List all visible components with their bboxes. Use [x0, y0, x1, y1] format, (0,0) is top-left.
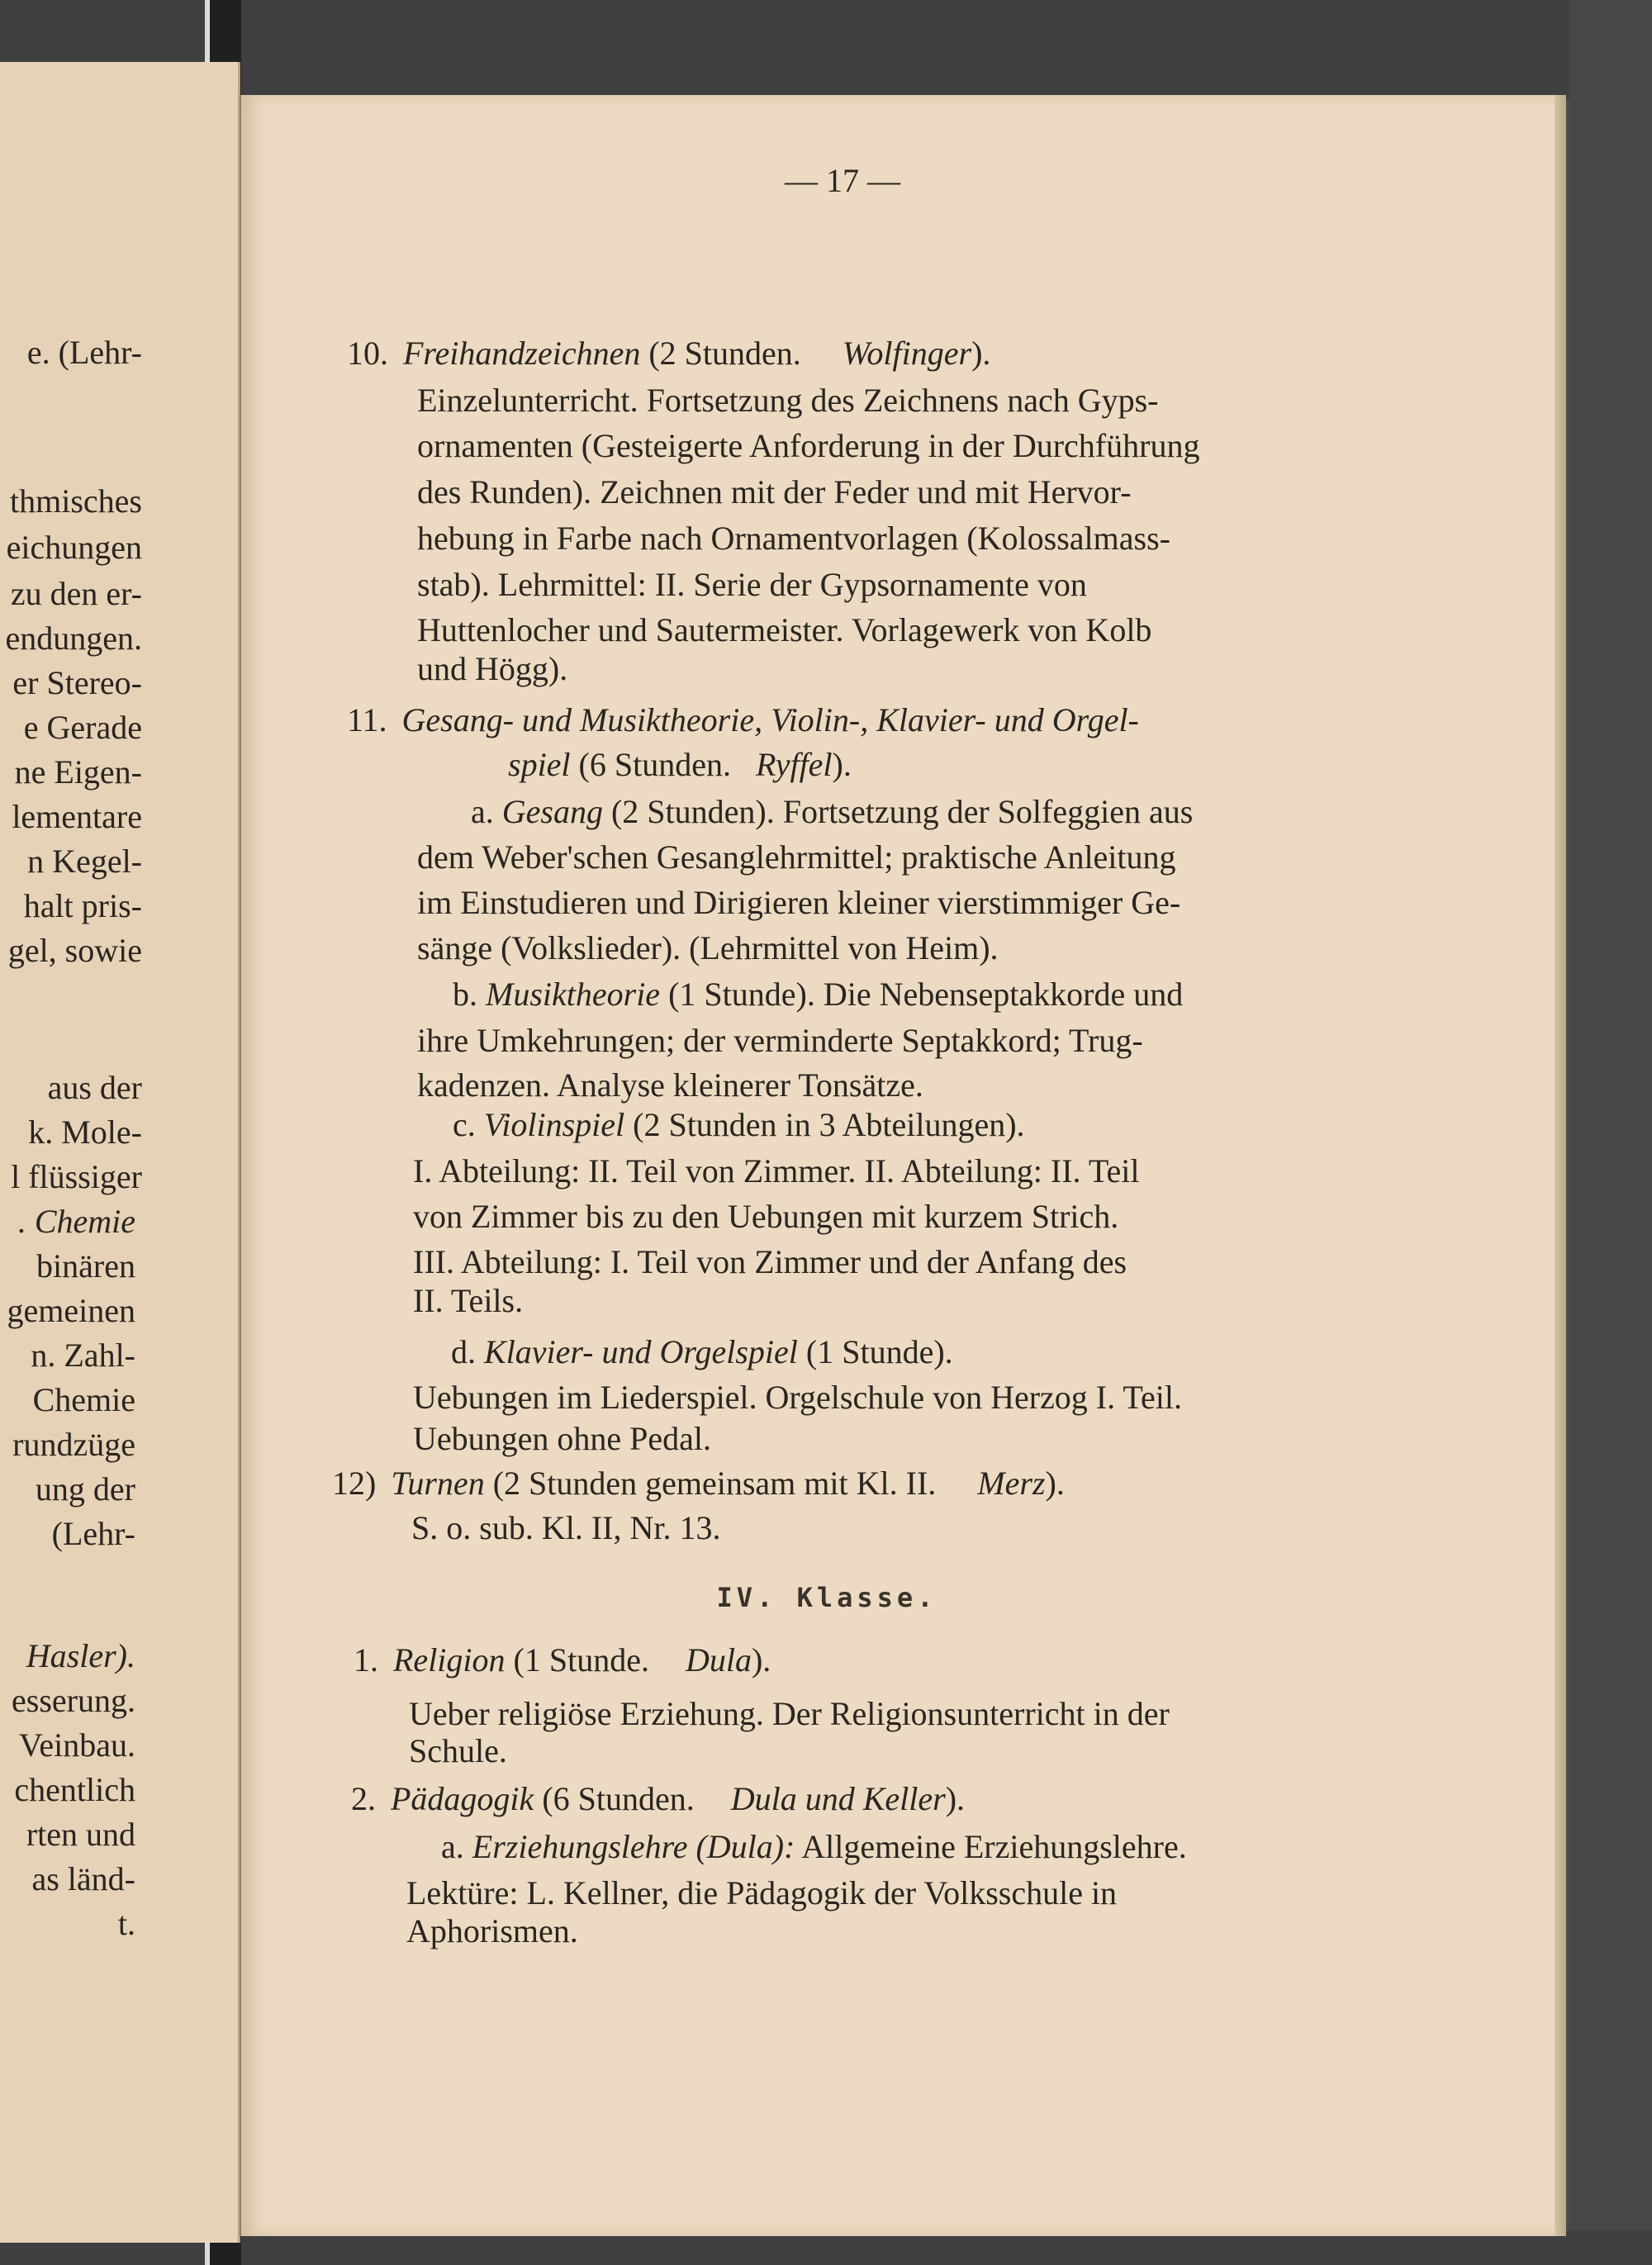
left-page-fragment: zu den er-	[10, 575, 142, 612]
text-line: des Runden). Zeichnen mit der Feder und mit Hervor-	[417, 473, 1132, 510]
left-page-fragment: Chemie	[32, 1381, 135, 1418]
section-hours: (6 Stunden.	[542, 1780, 695, 1817]
left-page-fragment: Veinbau.	[18, 1726, 135, 1764]
subsection-subject: Musiktheorie	[486, 976, 661, 1013]
left-page-fragment: e. (Lehr-	[26, 334, 142, 371]
left-page-fragment: aus der	[47, 1069, 142, 1106]
text-line: III. Abteilung: I. Teil von Zimmer und der Anfang des	[413, 1243, 1127, 1280]
section-hours: (2 Stunden gemeinsam mit Kl. II.	[492, 1465, 937, 1502]
left-page-fragment: l flüssiger	[11, 1158, 142, 1195]
text-line: Huttenlocher und Sautermeister. Vorlagewerk von Kolb	[417, 611, 1152, 648]
subsection-subject: Erziehungslehre (Dula):	[472, 1828, 795, 1865]
subsection-subject: Klavier- und Orgelspiel	[484, 1333, 798, 1370]
section-12-heading: 12) Turnen (2 Stunden gemeinsam mit Kl. II. Merz).	[332, 1465, 1065, 1502]
text-line: Ueber religiöse Erziehung. Der Religionsunterricht in der	[409, 1695, 1170, 1732]
section-teacher: Dula	[685, 1641, 752, 1679]
subsection-b: b. Musiktheorie (1 Stunde). Die Nebenseptakkorde und	[453, 976, 1184, 1013]
text-line: kadenzen. Analyse kleinerer Tonsätze.	[417, 1066, 923, 1104]
left-page-fragment: n. Zahl-	[31, 1337, 135, 1374]
left-page-fragment: lementare	[12, 798, 142, 835]
section-hours: (2 Stunden.	[648, 335, 801, 372]
left-page-fragment: (Lehr-	[51, 1515, 135, 1552]
section-11-heading	[347, 701, 1139, 738]
text-line: im Einstudieren und Dirigieren kleiner vierstimmiger Ge-	[417, 884, 1181, 921]
section-title: Religion	[393, 1641, 506, 1679]
section-number: 10.	[347, 335, 388, 372]
text-line: hebung in Farbe nach Ornamentvorlagen (Kolossalmass-	[417, 520, 1170, 557]
text-line: Uebungen ohne Pedal.	[413, 1420, 712, 1457]
text-line: Schule.	[409, 1732, 507, 1769]
section-teacher: Wolfinger	[842, 335, 972, 372]
section-number: 12)	[332, 1465, 377, 1502]
section-number: 2.	[351, 1780, 376, 1817]
left-page-fragment: thmisches	[10, 482, 142, 520]
left-page-fragment: . Chemie	[17, 1203, 135, 1240]
section-hours: (1 Stunde.	[513, 1641, 649, 1679]
text-line: sänge (Volkslieder). (Lehrmittel von Heim).	[417, 929, 999, 966]
text-line: Einzelunterricht. Fortsetzung des Zeichnens nach Gyps-	[417, 382, 1159, 419]
left-page-fragment: k. Mole-	[28, 1114, 142, 1151]
subsection-a: a. Erziehungslehre (Dula): Allgemeine Erziehungslehre.	[441, 1828, 1187, 1865]
section-teacher: Ryffel	[755, 746, 833, 783]
left-page-fragment: er Stereo-	[12, 664, 142, 701]
left-page-fragment: ung der	[35, 1470, 135, 1508]
scan-background-top	[0, 0, 1652, 99]
scan-background-right	[1569, 0, 1652, 2265]
text-line: und Högg).	[417, 650, 568, 687]
text-line: S. o. sub. Kl. II, Nr. 13.	[411, 1509, 721, 1546]
iv-1-heading: 1. Religion (1 Stunde. Dula).	[354, 1641, 771, 1679]
section-title: Pädagogik	[391, 1780, 534, 1817]
section-title: Freihandzeichnen	[403, 335, 641, 372]
left-page-fragment: gemeinen	[7, 1292, 135, 1329]
section-10-heading: 10. Freihandzeichnen (2 Stunden. Wolfinger).	[347, 335, 991, 372]
iv-2-heading: 2. Pädagogik (6 Stunden. Dula und Keller).	[351, 1780, 966, 1817]
subsection-d: d. Klavier- und Orgelspiel (1 Stunde).	[451, 1333, 953, 1370]
text-line: Lektüre: L. Kellner, die Pädagogik der Volksschule in	[406, 1874, 1118, 1911]
section-number: 1.	[354, 1641, 378, 1679]
left-page-fragment: Hasler).	[26, 1637, 135, 1674]
subsection-subject: Violinspiel	[483, 1106, 625, 1143]
left-page-fragment: binären	[36, 1247, 135, 1284]
left-page-fragment: gel, sowie	[7, 932, 142, 969]
left-page-fragment: t.	[117, 1905, 135, 1942]
section-title: Turnen	[391, 1465, 485, 1502]
text-line: I. Abteilung: II. Teil von Zimmer. II. Abteilung: II. Teil	[413, 1152, 1140, 1189]
left-page-fragment: rundzüge	[12, 1426, 135, 1463]
left-page-fragment: eichungen	[6, 529, 142, 566]
text-line: ornamenten (Gesteigerte Anforderung in der Durchführung	[417, 427, 1200, 464]
page-number: — 17 —	[785, 162, 900, 199]
left-page-fragment: ne Eigen-	[14, 753, 142, 791]
section-teacher: Merz	[977, 1465, 1046, 1502]
text-line: II. Teils.	[413, 1282, 524, 1319]
text-line: stab). Lehrmittel: II. Serie der Gypsornamente von	[417, 566, 1087, 603]
class-heading: IV. Klasse.	[716, 1582, 938, 1613]
left-page	[0, 62, 240, 2243]
left-page-fragment: e Gerade	[23, 709, 142, 746]
text-line: Uebungen im Liederspiel. Orgelschule von Herzog I. Teil.	[413, 1379, 1183, 1416]
section-title: Gesang- und Musiktheorie, Violin-, Klavier- und Orgel-	[401, 701, 1139, 738]
text-line: von Zimmer bis zu den Uebungen mit kurzem Strich.	[413, 1198, 1119, 1235]
subsection-c: c. Violinspiel (2 Stunden in 3 Abteilungen).	[453, 1106, 1025, 1143]
left-page-fragment: as länd-	[31, 1860, 135, 1897]
left-page-fragment: n Kegel-	[27, 843, 142, 880]
section-teacher: Dula und Keller	[730, 1780, 946, 1817]
left-page-fragment: esserung.	[12, 1682, 135, 1719]
text-line: Aphorismen.	[406, 1912, 578, 1949]
text-line: dem Weber'schen Gesanglehrmittel; praktische Anleitung	[417, 838, 1176, 876]
text-line: ihre Umkehrungen; der verminderte Septakkord; Trug-	[417, 1022, 1143, 1059]
left-page-fragment: halt pris-	[23, 887, 142, 924]
section-hours: (6 Stunden.	[578, 746, 731, 783]
section-title: spiel	[508, 746, 571, 783]
subsection-subject: Gesang	[501, 793, 603, 830]
section-11-heading-line2: spiel (6 Stunden. Ryffel).	[508, 746, 852, 783]
left-page-fragment: rten und	[26, 1816, 135, 1853]
section-number: 11.	[347, 701, 387, 738]
left-page-fragment: chentlich	[14, 1771, 135, 1808]
subsection-a: a. Gesang (2 Stunden). Fortsetzung der Solfeggien aus	[471, 793, 1194, 830]
left-page-fragment: endungen.	[5, 620, 142, 657]
page-edge	[1555, 95, 1566, 2236]
